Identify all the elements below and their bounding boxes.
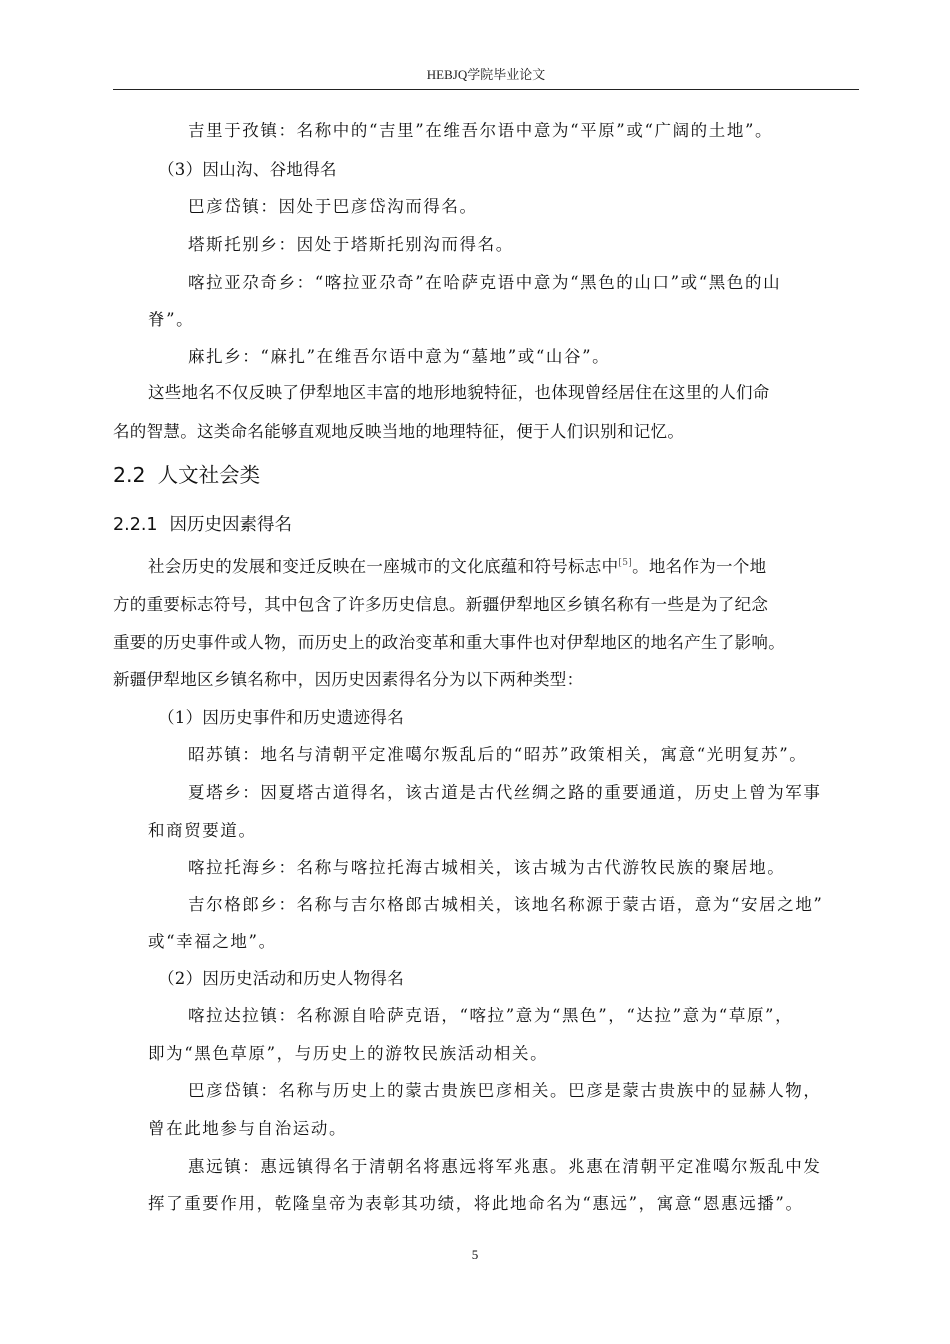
text-line: 即为“黑色草原”，与历史上的游牧民族活动相关。 — [148, 1044, 549, 1063]
section-title: 因历史因素得名 — [169, 515, 293, 535]
section-heading-2-2 — [113, 462, 260, 488]
paragraph-text: 社会历史的发展和变迁反映在一座城市的文化底蕴和符号标志中 — [148, 557, 619, 576]
section-title: 人文社会类 — [157, 463, 261, 487]
paragraph-line: 重要的历史事件或人物，而历史上的政治变革和重大事件也对伊犁地区的地名产生了影响。 — [113, 633, 785, 652]
paragraph-line: 方的重要标志符号，其中包含了许多历史信息。新疆伊犁地区乡镇名称有一些是为了纪念 — [113, 595, 769, 614]
text-line: 和商贸要道。 — [148, 821, 257, 840]
list-heading: （1）因历史事件和历史遗迹得名 — [158, 708, 404, 727]
header-divider — [113, 89, 859, 90]
paragraph-line: 新疆伊犁地区乡镇名称中，因历史因素得名分为以下两种类型： — [113, 670, 584, 689]
text-line: 曾在此地参与自治运动。 — [148, 1119, 348, 1138]
text-line: 或“幸福之地”。 — [148, 932, 277, 951]
text-line: 喀拉托海乡：名称与喀拉托海古城相关，该古城为古代游牧民族的聚居地。 — [188, 858, 786, 877]
text-line: 吉里于孜镇：名称中的“吉里”在维吾尔语中意为“平原”或“广阔的土地”。 — [188, 121, 774, 140]
text-line: 夏塔乡：因夏塔古道得名，该古道是古代丝绸之路的重要通道，历史上曾为军事 — [188, 783, 822, 802]
paragraph-line: 名的智慧。这类命名能够直观地反映当地的地理特征，便于人们识别和记忆。 — [113, 422, 685, 441]
page-number: 5 — [471, 1247, 479, 1262]
paragraph-line — [148, 556, 766, 578]
text-line: 巴彦岱镇：因处于巴彦岱沟而得名。 — [188, 197, 478, 216]
text-line: 巴彦岱镇：名称与历史上的蒙古贵族巴彦相关。巴彦是蒙古贵族中的显赫人物， — [188, 1081, 822, 1100]
text-line: 喀拉达拉镇：名称源自哈萨克语，“喀拉”意为“黑色”，“达拉”意为“草原”， — [188, 1006, 794, 1025]
list-heading: （3）因山沟、谷地得名 — [158, 160, 337, 179]
text-line: 塔斯托别乡：因处于塔斯托别沟而得名。 — [188, 235, 514, 254]
section-number: 2.2.1 — [113, 515, 158, 535]
text-line: 麻扎乡：“麻扎”在维吾尔语中意为“墓地”或“山谷”。 — [188, 347, 611, 366]
list-heading: （2）因历史活动和历史人物得名 — [158, 969, 404, 988]
text-line: 脊”。 — [148, 310, 195, 329]
paragraph-text: 。地名作为一个地 — [632, 557, 767, 576]
section-heading-2-2-1 — [113, 513, 292, 537]
section-number: 2.2 — [113, 463, 146, 487]
text-line: 昭苏镇：地名与清朝平定准噶尔叛乱后的“昭苏”政策相关，寓意“光明复苏”。 — [188, 745, 808, 764]
text-line: 惠远镇：惠远镇得名于清朝名将惠远将军兆惠。兆惠在清朝平定准噶尔叛乱中发 — [188, 1157, 822, 1176]
text-line: 吉尔格郎乡：名称与吉尔格郎古城相关，该地名称源于蒙古语，意为“安居之地” — [188, 895, 824, 914]
paragraph-line: 这些地名不仅反映了伊犁地区丰富的地形地貌特征，也体现曾经居住在这里的人们命 — [148, 383, 770, 402]
text-line: 挥了重要作用，乾隆皇帝为表彰其功绩，将此地命名为“惠远”，寓意“恩惠远播”。 — [148, 1194, 804, 1213]
page-header: HEBJQ学院毕业论文 — [426, 67, 546, 82]
citation-ref[interactable]: [5] — [618, 558, 633, 568]
text-line: 喀拉亚尕奇乡：“喀拉亚尕奇”在哈萨克语中意为“黑色的山口”或“黑色的山 — [188, 273, 782, 292]
